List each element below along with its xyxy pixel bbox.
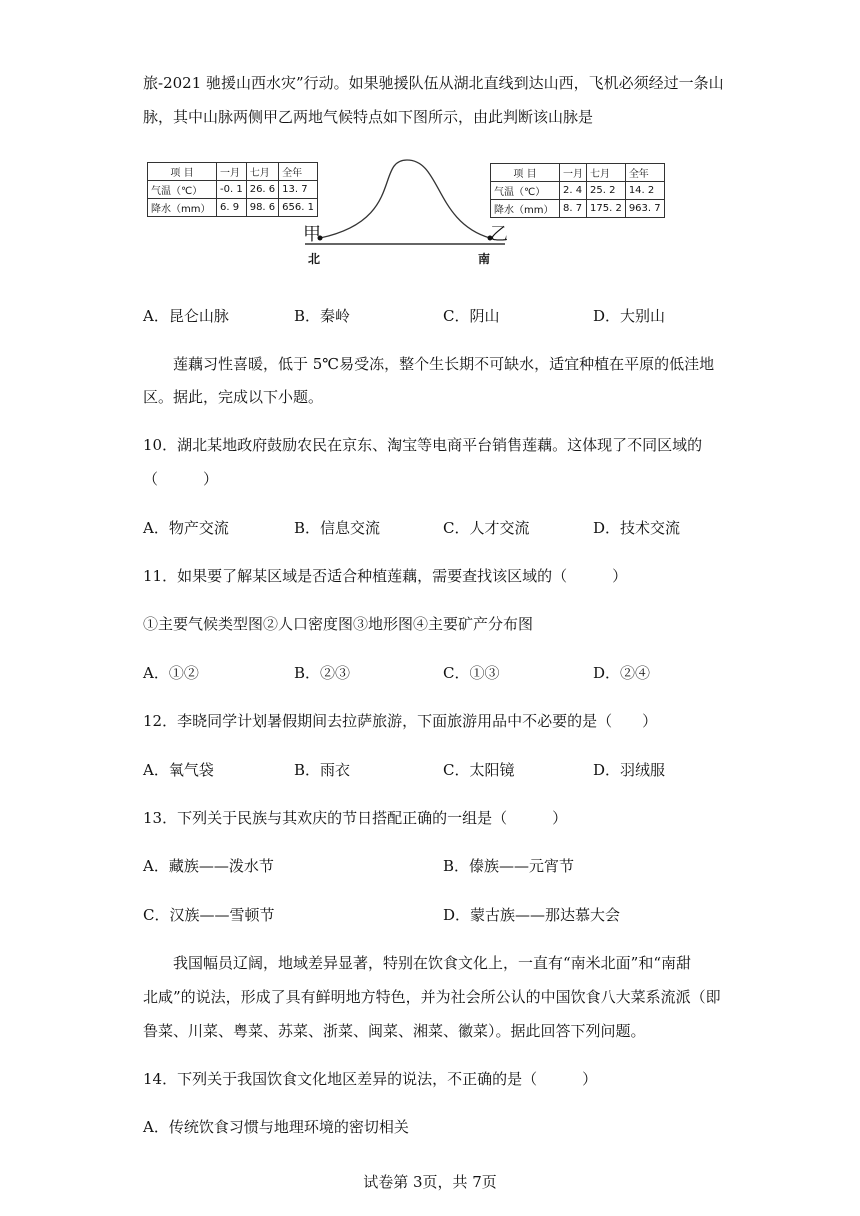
left-header-jul: 七月 <box>246 163 278 181</box>
left-temp-year: 13. 7 <box>279 181 318 199</box>
q10-option-b[interactable]: B．信息交流 <box>294 519 381 537</box>
right-temp-jan: 2. 4 <box>560 182 587 200</box>
q13-option-a[interactable]: A．藏族——泼水节 <box>143 857 274 875</box>
q9-option-d[interactable]: D．大别山 <box>593 307 666 325</box>
q13-option-b[interactable]: B．傣族——元宵节 <box>443 857 575 875</box>
q13-option-d[interactable]: D．蒙古族——那达慕大会 <box>443 906 621 924</box>
climate-diagram <box>145 150 665 275</box>
left-rain-year: 656. 1 <box>279 199 318 217</box>
left-temp-label: 气温（℃） <box>148 181 217 199</box>
q9-option-a[interactable]: A．昆仑山脉 <box>143 307 229 325</box>
left-climate-table <box>147 162 318 217</box>
right-rain-year: 963. 7 <box>625 200 664 218</box>
left-header-year: 全年 <box>279 163 318 181</box>
q11-option-b[interactable]: B．②③ <box>294 664 351 682</box>
right-climate-table <box>490 163 665 218</box>
q10-option-c[interactable]: C．人才交流 <box>443 519 530 537</box>
q10-stem-2: （ ） <box>143 470 219 488</box>
q13-option-c[interactable]: C．汉族——雪顿节 <box>143 906 275 924</box>
left-temp-jan: -0. 1 <box>217 181 247 199</box>
q10-option-d[interactable]: D．技术交流 <box>593 519 681 537</box>
right-rain-jul: 175. 2 <box>587 200 626 218</box>
q12-option-d[interactable]: D．羽绒服 <box>593 761 666 779</box>
direction-north: 北 <box>308 252 321 266</box>
left-rain-jul: 98. 6 <box>246 199 278 217</box>
q10-stem-1: 10．湖北某地政府鼓励农民在京东、淘宝等电商平台销售莲藕。这体现了不同区域的 <box>143 436 703 454</box>
passage1-line-2: 区。据此，完成以下小题。 <box>143 388 324 406</box>
right-header-jan: 一月 <box>560 164 587 182</box>
passage2-line-3: 鲁菜、川菜、粤菜、苏菜、浙菜、闽菜、湘菜、徽菜）。据此回答下列问题。 <box>143 1022 646 1040</box>
left-temp-jul: 26. 6 <box>246 181 278 199</box>
right-header-year: 全年 <box>625 164 664 182</box>
q11-option-d[interactable]: D．②④ <box>593 664 651 682</box>
q9-option-b[interactable]: B．秦岭 <box>294 307 351 325</box>
page-footer: 试卷第 3页，共 7页 <box>363 1173 497 1191</box>
left-rain-label: 降水（mm） <box>148 199 217 217</box>
q9-option-c[interactable]: C．阴山 <box>443 307 500 325</box>
passage2-line-1: 我国幅员辽阔，地域差异显著，特别在饮食文化上，一直有“南米北面”和“南甜 <box>173 954 692 972</box>
intro-line-1: 旅-2021 驰援山西水灾”行动。如果驰援队伍从湖北直线到达山西，飞机必须经过一条山 <box>143 74 724 92</box>
place-yi: 乙 <box>490 224 508 245</box>
right-rain-jan: 8. 7 <box>560 200 587 218</box>
right-header-item: 项 目 <box>491 164 560 182</box>
direction-south: 南 <box>478 252 491 266</box>
q11-option-a[interactable]: A．①② <box>143 664 199 682</box>
passage2-line-2: 北咸”的说法，形成了具有鲜明地方特色，并为社会所公认的中国饮食八大菜系流派（即 <box>143 988 721 1006</box>
left-header-jan: 一月 <box>217 163 247 181</box>
q12-option-c[interactable]: C．太阳镜 <box>443 761 515 779</box>
q11-stem: 11．如果要了解某区域是否适合种植莲藕，需要查找该区域的（ ） <box>143 567 628 585</box>
q12-option-a[interactable]: A．氧气袋 <box>143 761 214 779</box>
q10-option-a[interactable]: A．物产交流 <box>143 519 229 537</box>
left-rain-jan: 6. 9 <box>217 199 247 217</box>
q14-option-a[interactable]: A．传统饮食习惯与地理环境的密切相关 <box>143 1118 409 1136</box>
right-rain-label: 降水（mm） <box>491 200 560 218</box>
right-temp-label: 气温（℃） <box>491 182 560 200</box>
q14-stem: 14．下列关于我国饮食文化地区差异的说法，不正确的是（ ） <box>143 1070 598 1088</box>
passage1-line-1: 莲藕习性喜暖，低于 5℃易受冻，整个生长期不可缺水，适宜种植在平原的低洼地 <box>173 355 715 373</box>
right-temp-year: 14. 2 <box>625 182 664 200</box>
q12-stem: 12．李晓同学计划暑假期间去拉萨旅游，下面旅游用品中不必要的是（ ） <box>143 712 658 730</box>
place-jia: 甲 <box>303 224 321 245</box>
q12-option-b[interactable]: B．雨衣 <box>294 761 351 779</box>
left-header-item: 项 目 <box>148 163 217 181</box>
intro-line-2: 脉，其中山脉两侧甲乙两地气候特点如下图所示，由此判断该山脉是 <box>143 108 594 126</box>
right-header-jul: 七月 <box>587 164 626 182</box>
q11-option-c[interactable]: C．①③ <box>443 664 500 682</box>
right-temp-jul: 25. 2 <box>587 182 626 200</box>
q13-stem: 13．下列关于民族与其欢庆的节日搭配正确的一组是（ ） <box>143 809 568 827</box>
q11-items: ①主要气候类型图②人口密度图③地形图④主要矿产分布图 <box>143 615 534 633</box>
